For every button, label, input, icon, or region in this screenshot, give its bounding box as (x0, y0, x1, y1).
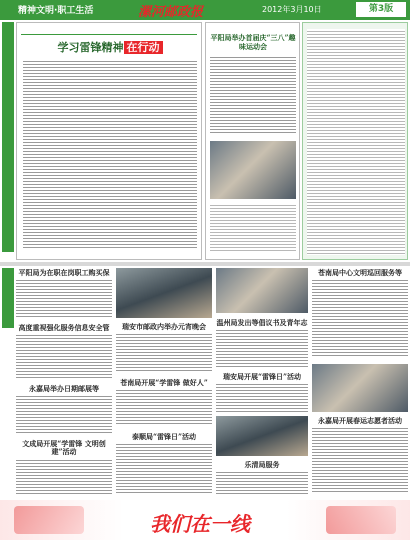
decor-left (14, 506, 84, 534)
col-c1-body (216, 328, 308, 368)
col-d2-body (312, 426, 408, 494)
footer-slogan: 我们在一线 (150, 512, 250, 536)
mid-headline: 平阳局举办首届庆“三八”趣味运动会 (210, 33, 296, 51)
sidebar-body (307, 29, 405, 255)
col-d2-headline: 永嘉局开展春运志愿者活动 (318, 416, 402, 425)
col-c2-body (216, 382, 308, 412)
col-b5-headline: 泰顺局“雷锋日”活动 (131, 432, 197, 441)
mid-article-body (210, 55, 296, 135)
main-article (16, 22, 202, 260)
column-4 (312, 268, 408, 496)
event-photo (210, 141, 296, 199)
col-a1-headline: 平阳局为在职在岗职工购买保 (18, 268, 110, 277)
column-3 (216, 268, 308, 496)
news-sidebar (302, 22, 408, 260)
col-c1-headline: 温州局发出等倡议书及青年志 (216, 318, 308, 327)
col-b4-headline: 苍南局开展“学雷锋 做好人” (120, 378, 208, 387)
col-b4-body (116, 388, 212, 426)
mid-article-body-2 (210, 203, 296, 253)
issue-date: 2012年3月10日 (262, 5, 322, 14)
col-a3-headline: 永嘉局举办日期邮展等 (29, 384, 99, 393)
left-tab (2, 268, 14, 328)
col-d1-headline: 苍南局中心文明巡回服务等 (318, 268, 402, 277)
col-a1-body (16, 278, 112, 318)
volunteer-photo (216, 268, 308, 313)
col-a3-body (16, 394, 112, 434)
section-title: 精神文明·职工生活 (18, 6, 94, 16)
column-2 (116, 268, 212, 496)
page-number: 第3版 (356, 2, 406, 17)
decor-right (326, 506, 396, 534)
service-photo (216, 416, 308, 456)
main-article-body (23, 59, 197, 249)
meeting-photo (116, 268, 212, 318)
paper-title: 漯河邮政报 (138, 5, 204, 20)
column-1 (16, 268, 112, 496)
footer-banner (0, 500, 410, 540)
col-d1-body (312, 278, 408, 358)
left-strip (2, 22, 14, 252)
col-b5-body (116, 442, 212, 494)
col-a2-body (16, 333, 112, 378)
main-headline: 学习雷锋精神 在行动 (17, 39, 203, 55)
col-b1-headline: 瑞安市邮政内举办元宵晚会 (122, 322, 206, 331)
col-a4-body (16, 458, 112, 494)
col-b1-body (116, 332, 212, 372)
article-banner (21, 27, 197, 35)
section-divider (0, 262, 410, 266)
col-c2-headline: 瑞安局开展“雷锋日”活动 (222, 372, 302, 381)
headline-tag: 在行动 (124, 41, 163, 54)
col-a4-headline: 文成局开展“学雷锋 文明创建”活动 (22, 439, 106, 456)
masthead (0, 0, 410, 20)
middle-article (205, 22, 300, 260)
col-c3-headline: 乐清局服务 (244, 460, 280, 469)
spring-photo (312, 364, 408, 412)
col-c3-body (216, 470, 308, 494)
col-a2-headline: 高度重视强化服务信息安全管 (18, 323, 110, 332)
